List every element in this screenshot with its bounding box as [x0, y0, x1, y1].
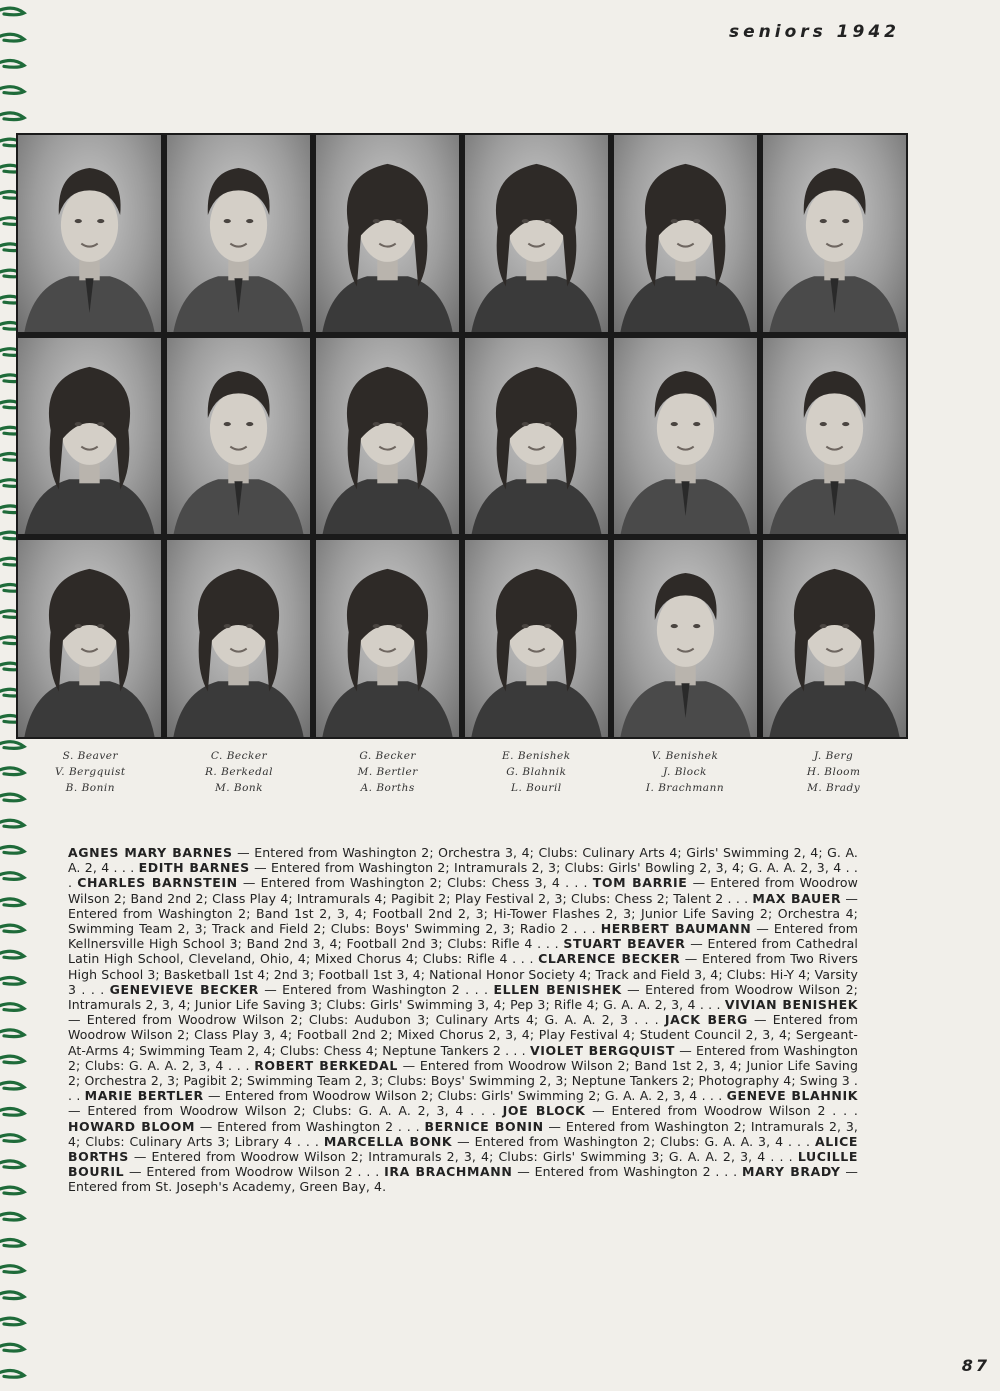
senior-name: CLARENCE BECKER — [538, 951, 681, 967]
portrait-photo — [465, 540, 608, 737]
senior-name: GENEVIEVE BECKER — [109, 981, 259, 997]
portrait-photo — [614, 540, 757, 737]
senior-name: GENEVE BLAHNIK — [726, 1088, 858, 1104]
senior-activities: — Entered from Woodrow Wilson 2; Band 2nd 2; Class Play 4; Intramurals 4; Pagibit 2; Play Festival 2, 3; Clubs: Chess 2; Talent 2 . . . — [68, 875, 858, 906]
senior-activities: — Entered from Washington 2 . . . — [195, 1118, 425, 1134]
portrait-shoulders — [620, 276, 751, 331]
portrait-photo — [763, 135, 906, 332]
senior-name: ALICE BORTHS — [68, 1133, 858, 1165]
coil-loop — [0, 1108, 24, 1115]
caption-name: L. Bouril — [510, 782, 562, 794]
caption-name: M. Bertler — [357, 766, 418, 778]
caption-name: J. Block — [663, 766, 707, 778]
coil-loop — [0, 1239, 24, 1246]
senior-name: TOM BARRIE — [592, 875, 688, 891]
caption-name: V. Benishek — [651, 750, 719, 762]
senior-activities: — Entered from Two Rivers High School 3; Basketball 1st 4; 2nd 3; Football 1st 3, 4; National Honor Society 4; Track and Field 3, 4; Clubs: Hi-Y 4; Varsity 3 . . . — [68, 951, 859, 997]
portrait-photo — [18, 135, 161, 332]
senior-activities: — Entered from Washington 2; Intramurals 2, 3, 4; Clubs: Culinary Arts 3; Library 4 . . . — [68, 1118, 858, 1149]
caption-name: S. Beaver — [62, 750, 118, 762]
caption-name: H. Bloom — [806, 766, 861, 778]
portrait-shoulders — [471, 276, 602, 331]
portrait-photo — [614, 135, 757, 332]
caption-name: M. Brady — [807, 782, 861, 794]
senior-name: AGNES MARY BARNES — [68, 845, 233, 860]
portrait-photo — [18, 540, 161, 737]
senior-name: JACK BERG — [664, 1012, 748, 1028]
coil-loop — [0, 1370, 24, 1377]
coil-loop — [0, 8, 24, 15]
portrait-photo — [167, 338, 310, 535]
coil-loop — [0, 1056, 24, 1063]
senior-activities: — Entered from St. Joseph's Academy, Green Bay, 4. — [68, 1164, 858, 1195]
caption-name: I. Brachmann — [645, 782, 725, 794]
caption-name: E. Benishek — [502, 750, 571, 762]
caption-name: B. Bonin — [65, 782, 115, 794]
portrait-shoulders — [471, 682, 602, 737]
senior-activities: — Entered from Woodrow Wilson 2 . . . — [124, 1164, 385, 1180]
senior-name: JOE BLOCK — [502, 1103, 586, 1119]
coil-loop — [0, 1292, 24, 1299]
caption-name: C. Becker — [210, 750, 268, 762]
portrait-shoulders — [471, 479, 602, 534]
portrait-face — [806, 391, 863, 465]
portrait-photo — [316, 135, 459, 332]
portrait-face — [210, 391, 267, 465]
coil-loop — [0, 1030, 24, 1037]
senior-name: MARCELLA BONK — [323, 1133, 453, 1149]
portrait-shoulders — [322, 682, 453, 737]
senior-activities: — Entered from Washington 2; Orchestra 3, 4; Clubs: Culinary Arts 4; Girls' Swimming 2, 4; G. A. A. 2, 4 . . . — [68, 845, 858, 876]
coil-loop — [0, 873, 24, 880]
portrait-face — [61, 188, 118, 262]
senior-activities: — Entered from Woodrow Wilson 2; Intramurals 2, 3, 4; Clubs: Girls' Swimming 3; G. A. A. 2, 3, 4 . . . — [128, 1149, 798, 1165]
senior-name: VIOLET BERGQUIST — [529, 1042, 675, 1058]
senior-name: VIVIAN BENISHEK — [724, 997, 858, 1013]
portrait-face — [806, 188, 863, 262]
portrait-photo — [316, 338, 459, 535]
caption-name: J. Berg — [814, 750, 854, 762]
senior-name: ELLEN BENISHEK — [493, 981, 622, 997]
portrait-shoulders — [24, 479, 155, 534]
senior-activities: — Entered from Washington 2; Clubs: G. A. A. 2, 3, 4 . . . — [68, 1042, 858, 1073]
coil-loop — [0, 1161, 24, 1168]
portrait-photo — [18, 338, 161, 535]
caption-column — [759, 748, 908, 796]
senior-name: HERBERT BAUMANN — [600, 921, 752, 937]
senior-name: EDITH BARNES — [138, 860, 250, 876]
senior-activities: — Entered from Woodrow Wilson 2; Class Play 3, 4; Football 2nd 2; Mixed Chorus 2, 3, 4; Play Festival 4; Student Council 2, 3, 4; Sergeant-At-Arms 4; Swimming Team 2, 4; Clubs: Chess 4; Neptune Tankers 2 . . . — [68, 1012, 859, 1058]
senior-activities: — Entered from Woodrow Wilson 2; Band 1st 2, 3, 4; Junior Life Saving 2; Orchestra 2, 3; Pagibit 2; Swimming Team 2, 3; Clubs: Boys' Swimming 2, 3; Neptune Tankers 2; Photography 4; Swing 3 . . . — [68, 1057, 858, 1104]
senior-name: BERNICE BONIN — [424, 1118, 544, 1134]
portrait-photo — [316, 540, 459, 737]
caption-name: G. Blahnik — [506, 766, 567, 778]
senior-activities: — Entered from Washington 2 . . . — [512, 1164, 743, 1180]
portrait-photo — [465, 135, 608, 332]
caption-name: R. Berkedal — [205, 766, 273, 778]
coil-loop — [0, 60, 24, 67]
caption-column — [16, 748, 165, 796]
coil-loop — [0, 951, 24, 958]
coil-loop — [0, 899, 24, 906]
coil-loop — [0, 1135, 24, 1142]
portrait-photo — [167, 135, 310, 332]
portrait-shoulders — [769, 682, 900, 737]
page-number: 87 — [961, 1356, 990, 1375]
portrait-photo — [763, 540, 906, 737]
senior-activities: — Entered from Washington 2; Clubs: G. A. A. 3, 4 . . . — [452, 1133, 815, 1149]
senior-activities: — Entered from Woodrow Wilson 2; Intramurals 2, 3, 4; Junior Life Saving 3; Clubs: Girls' Swimming 3, 4; Pep 3; Rifle 4; G. A. A. 2, 3, 4 . . . — [68, 981, 858, 1013]
senior-name: STUART BEAVER — [563, 936, 686, 952]
senior-activities: — Entered from Washington 2; Band 1st 2, 3, 4; Football 2nd 2, 3; Hi-Tower Flashes 2, 3; Junior Life Saving 2; Orchestra 4; Swimming Team 2, 3; Track and Field 2; Clubs: Boys' Swimming 2, 3; Radio 2 . . . — [68, 890, 858, 937]
portrait-shoulders — [322, 276, 453, 331]
coil-loop — [0, 1266, 24, 1273]
caption-column — [462, 748, 611, 796]
portrait-photo — [465, 338, 608, 535]
coil-loop — [0, 1004, 24, 1011]
senior-name: MARY BRADY — [742, 1164, 841, 1180]
coil-loop — [0, 34, 24, 41]
senior-name: IRA BRACHMANN — [384, 1164, 513, 1180]
senior-activities: — Entered from Kellnersville High School 3; Band 2nd 3, 4; Football 2nd 3; Clubs: Rifle 4 . . . — [68, 921, 859, 952]
portrait-shoulders — [24, 682, 155, 737]
senior-name: ROBERT BERKEDAL — [254, 1057, 398, 1073]
portrait-face — [657, 391, 714, 465]
portrait-face — [210, 188, 267, 262]
coil-loop — [0, 820, 24, 827]
coil-loop — [0, 113, 24, 120]
portrait-photo — [167, 540, 310, 737]
coil-loop — [0, 1344, 24, 1351]
senior-activities: — Entered from Woodrow Wilson 2; Clubs: G. A. A. 2, 3, 4 . . . — [68, 1103, 503, 1119]
caption-name: M. Bonk — [214, 782, 264, 794]
caption-column — [165, 748, 314, 796]
senior-biographies — [68, 845, 858, 1195]
caption-name: A. Borths — [360, 782, 415, 794]
senior-activities: — Entered from Woodrow Wilson 2 . . . — [585, 1103, 858, 1119]
coil-loop — [0, 1187, 24, 1194]
portrait-shoulders — [322, 479, 453, 534]
portrait-shoulders — [173, 682, 304, 737]
coil-loop — [0, 977, 24, 984]
coil-loop — [0, 1082, 24, 1089]
section-header: seniors 1942 — [729, 22, 900, 42]
senior-name: MAX BAUER — [752, 890, 842, 906]
portrait-face — [657, 594, 714, 668]
senior-name: LUCILLE BOURIL — [68, 1149, 858, 1180]
senior-activities: — Entered from Washington 2 . . . — [258, 981, 494, 997]
senior-activities: — Entered from Cathedral Latin High School, Cleveland, Ohio, 4; Mixed Chorus 4; Clubs: Rifle 4 . . . — [68, 936, 858, 967]
senior-activities: — Entered from Woodrow Wilson 2; Clubs: Audubon 3; Culinary Arts 4; G. A. A. 2, 3 . . . — [68, 1012, 665, 1028]
coil-loop — [0, 87, 24, 94]
coil-loop — [0, 1213, 24, 1220]
coil-loop — [0, 925, 24, 932]
senior-activities: — Entered from Washington 2; Intramurals 2, 3; Clubs: Girls' Bowling 2, 3, 4; G. A. A. 2, 3, 4 . . . — [68, 860, 858, 891]
caption-column — [313, 748, 462, 796]
portrait-photo — [614, 338, 757, 535]
senior-name: CHARLES BARNSTEIN — [77, 875, 238, 891]
senior-activities: — Entered from Woodrow Wilson 2; Clubs: Girls' Swimming 2; G. A. A. 2, 3, 4 . . . — [203, 1088, 727, 1104]
senior-activities: — Entered from Washington 2; Clubs: Chess 3, 4 . . . — [237, 875, 593, 891]
caption-name: G. Becker — [359, 750, 416, 762]
senior-name: HOWARD BLOOM — [68, 1118, 195, 1134]
portrait-photo — [763, 338, 906, 535]
caption-column — [611, 748, 760, 796]
portrait-grid — [16, 133, 908, 739]
caption-name: V. Bergquist — [55, 766, 126, 778]
name-captions — [16, 748, 908, 796]
senior-name: MARIE BERTLER — [84, 1088, 204, 1104]
coil-loop — [0, 1318, 24, 1325]
coil-loop — [0, 846, 24, 853]
